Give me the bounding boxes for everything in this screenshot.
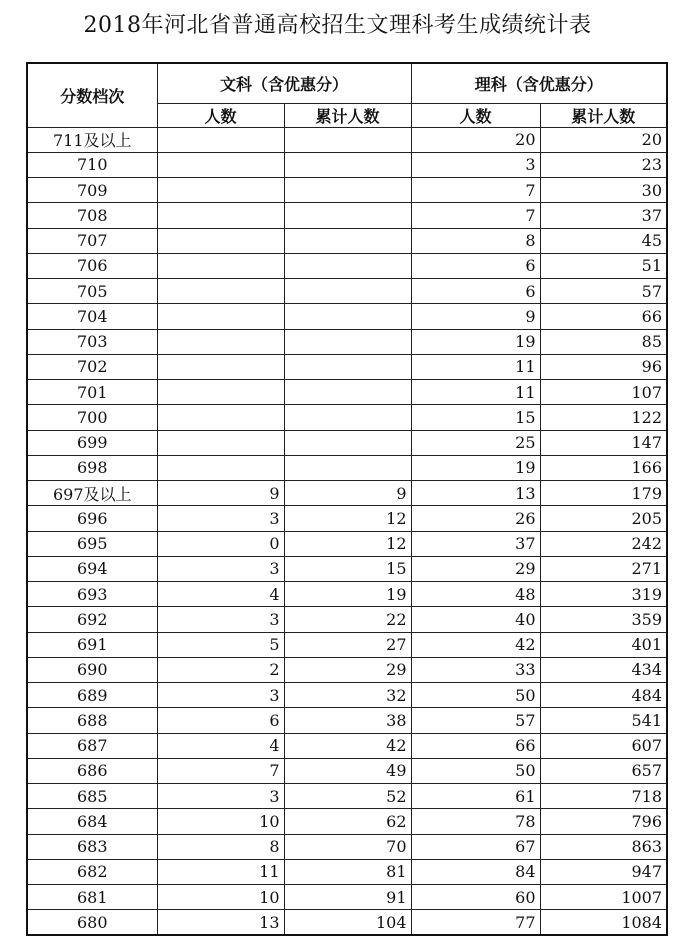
liberal-arts-count-cell xyxy=(157,203,284,228)
liberal-arts-count-cell: 8 xyxy=(157,834,284,859)
liberal-arts-cumulative-cell: 49 xyxy=(284,758,411,783)
science-count-cell: 33 xyxy=(411,657,540,682)
table-row xyxy=(27,481,667,506)
liberal-arts-cumulative-cell xyxy=(284,430,411,455)
score-cell: 682 xyxy=(27,859,157,884)
science-count-cell: 19 xyxy=(411,455,540,480)
score-cell: 681 xyxy=(27,885,157,910)
table-row xyxy=(27,910,667,935)
liberal-arts-cumulative-cell: 12 xyxy=(284,531,411,556)
table-row xyxy=(27,733,667,758)
table-row xyxy=(27,582,667,607)
science-count-cell: 57 xyxy=(411,708,540,733)
liberal-arts-cumulative-cell xyxy=(284,152,411,177)
liberal-arts-count-cell: 4 xyxy=(157,733,284,758)
table-row xyxy=(27,506,667,531)
liberal-arts-cumulative-cell: 62 xyxy=(284,809,411,834)
table-row xyxy=(27,859,667,884)
science-cumulative-cell: 166 xyxy=(540,455,667,480)
liberal-arts-cumulative-cell: 104 xyxy=(284,910,411,935)
table-row xyxy=(27,228,667,253)
liberal-arts-count-cell: 3 xyxy=(157,506,284,531)
liberal-arts-cumulative-cell xyxy=(284,203,411,228)
liberal-arts-count-cell xyxy=(157,178,284,203)
liberal-arts-count-cell: 10 xyxy=(157,809,284,834)
liberal-arts-cumulative-cell xyxy=(284,380,411,405)
science-count-cell: 7 xyxy=(411,203,540,228)
science-count-cell: 20 xyxy=(411,127,540,152)
score-cell: 711及以上 xyxy=(27,127,157,152)
science-cumulative-cell: 57 xyxy=(540,279,667,304)
score-cell: 698 xyxy=(27,455,157,480)
liberal-arts-cumulative-cell: 12 xyxy=(284,506,411,531)
liberal-arts-cumulative-cell: 15 xyxy=(284,556,411,581)
table-row xyxy=(27,455,667,480)
science-count-cell: 8 xyxy=(411,228,540,253)
table-row xyxy=(27,556,667,581)
science-cumulative-cell: 434 xyxy=(540,657,667,682)
liberal-arts-cumulative-cell: 52 xyxy=(284,784,411,809)
liberal-arts-count-cell: 3 xyxy=(157,556,284,581)
score-cell: 700 xyxy=(27,405,157,430)
liberal-arts-cumulative-cell: 19 xyxy=(284,582,411,607)
table-row xyxy=(27,784,667,809)
liberal-arts-cumulative-cell xyxy=(284,228,411,253)
liberal-arts-cumulative-cell xyxy=(284,354,411,379)
liberal-arts-count-cell xyxy=(157,380,284,405)
score-cell: 688 xyxy=(27,708,157,733)
liberal-arts-count-cell: 3 xyxy=(157,784,284,809)
score-cell: 703 xyxy=(27,329,157,354)
science-cumulative-cell: 1007 xyxy=(540,885,667,910)
score-cell: 687 xyxy=(27,733,157,758)
science-cumulative-cell: 484 xyxy=(540,683,667,708)
science-cumulative-cell: 947 xyxy=(540,859,667,884)
liberal-arts-count-cell: 3 xyxy=(157,607,284,632)
table-row xyxy=(27,178,667,203)
liberal-arts-cumulative-cell: 42 xyxy=(284,733,411,758)
table-row xyxy=(27,758,667,783)
score-cell: 691 xyxy=(27,632,157,657)
table-row xyxy=(27,657,667,682)
liberal-arts-count-cell xyxy=(157,354,284,379)
liberal-arts-cumulative-cell xyxy=(284,279,411,304)
table-row xyxy=(27,279,667,304)
science-cumulative-header: 累计人数 xyxy=(540,103,667,127)
science-cumulative-cell: 359 xyxy=(540,607,667,632)
table-row xyxy=(27,405,667,430)
science-cumulative-cell: 319 xyxy=(540,582,667,607)
liberal-arts-count-cell: 3 xyxy=(157,683,284,708)
liberal-arts-cumulative-cell xyxy=(284,329,411,354)
score-cell: 694 xyxy=(27,556,157,581)
science-cumulative-cell: 242 xyxy=(540,531,667,556)
liberal-arts-cumulative-cell: 38 xyxy=(284,708,411,733)
science-count-cell: 78 xyxy=(411,809,540,834)
score-cell: 685 xyxy=(27,784,157,809)
table-row xyxy=(27,304,667,329)
liberal-arts-cumulative-cell xyxy=(284,127,411,152)
science-cumulative-cell: 607 xyxy=(540,733,667,758)
liberal-arts-count-cell: 10 xyxy=(157,885,284,910)
table-row xyxy=(27,203,667,228)
science-count-cell: 37 xyxy=(411,531,540,556)
liberal-arts-cumulative-cell xyxy=(284,405,411,430)
table-row xyxy=(27,329,667,354)
science-cumulative-cell: 401 xyxy=(540,632,667,657)
liberal-arts-count-cell: 11 xyxy=(157,859,284,884)
table-row xyxy=(27,354,667,379)
science-cumulative-cell: 271 xyxy=(540,556,667,581)
liberal-arts-cumulative-cell xyxy=(284,178,411,203)
score-band-header: 分数档次 xyxy=(27,63,157,127)
liberal-arts-count-header: 人数 xyxy=(157,103,284,127)
score-cell: 702 xyxy=(27,354,157,379)
liberal-arts-count-cell: 6 xyxy=(157,708,284,733)
score-cell: 709 xyxy=(27,178,157,203)
table-row xyxy=(27,531,667,556)
science-count-cell: 9 xyxy=(411,304,540,329)
liberal-arts-count-cell xyxy=(157,430,284,455)
score-cell: 684 xyxy=(27,809,157,834)
liberal-arts-count-cell xyxy=(157,455,284,480)
science-count-cell: 11 xyxy=(411,354,540,379)
score-cell: 692 xyxy=(27,607,157,632)
table-row xyxy=(27,834,667,859)
table-row xyxy=(27,380,667,405)
table-row xyxy=(27,607,667,632)
liberal-arts-count-cell: 2 xyxy=(157,657,284,682)
score-cell: 708 xyxy=(27,203,157,228)
liberal-arts-header: 文科（含优惠分） xyxy=(157,63,411,103)
table-row xyxy=(27,152,667,177)
science-count-cell: 7 xyxy=(411,178,540,203)
score-cell: 701 xyxy=(27,380,157,405)
score-cell: 705 xyxy=(27,279,157,304)
score-cell: 706 xyxy=(27,253,157,278)
science-count-header: 人数 xyxy=(411,103,540,127)
science-count-cell: 11 xyxy=(411,380,540,405)
science-cumulative-cell: 205 xyxy=(540,506,667,531)
science-cumulative-cell: 147 xyxy=(540,430,667,455)
science-count-cell: 26 xyxy=(411,506,540,531)
science-cumulative-cell: 863 xyxy=(540,834,667,859)
liberal-arts-count-cell: 0 xyxy=(157,531,284,556)
liberal-arts-count-cell xyxy=(157,329,284,354)
science-cumulative-cell: 107 xyxy=(540,380,667,405)
science-cumulative-cell: 541 xyxy=(540,708,667,733)
score-cell: 699 xyxy=(27,430,157,455)
science-count-cell: 19 xyxy=(411,329,540,354)
science-cumulative-cell: 796 xyxy=(540,809,667,834)
table-body xyxy=(27,127,667,935)
science-count-cell: 66 xyxy=(411,733,540,758)
liberal-arts-cumulative-header: 累计人数 xyxy=(284,103,411,127)
science-cumulative-cell: 179 xyxy=(540,481,667,506)
science-count-cell: 84 xyxy=(411,859,540,884)
score-cell: 696 xyxy=(27,506,157,531)
table-row xyxy=(27,127,667,152)
liberal-arts-count-cell xyxy=(157,228,284,253)
score-cell: 690 xyxy=(27,657,157,682)
liberal-arts-count-cell xyxy=(157,405,284,430)
liberal-arts-count-cell xyxy=(157,279,284,304)
science-cumulative-cell: 122 xyxy=(540,405,667,430)
table-row xyxy=(27,708,667,733)
science-count-cell: 29 xyxy=(411,556,540,581)
liberal-arts-count-cell xyxy=(157,304,284,329)
science-count-cell: 50 xyxy=(411,758,540,783)
science-count-cell: 77 xyxy=(411,910,540,935)
science-count-cell: 15 xyxy=(411,405,540,430)
score-cell: 693 xyxy=(27,582,157,607)
science-cumulative-cell: 20 xyxy=(540,127,667,152)
liberal-arts-cumulative-cell: 22 xyxy=(284,607,411,632)
science-cumulative-cell: 37 xyxy=(540,203,667,228)
table-row xyxy=(27,632,667,657)
liberal-arts-count-cell xyxy=(157,152,284,177)
liberal-arts-count-cell: 4 xyxy=(157,582,284,607)
score-cell: 683 xyxy=(27,834,157,859)
liberal-arts-count-cell: 5 xyxy=(157,632,284,657)
liberal-arts-cumulative-cell: 29 xyxy=(284,657,411,682)
liberal-arts-cumulative-cell: 32 xyxy=(284,683,411,708)
table-row xyxy=(27,809,667,834)
science-cumulative-cell: 51 xyxy=(540,253,667,278)
score-cell: 704 xyxy=(27,304,157,329)
score-cell: 686 xyxy=(27,758,157,783)
science-count-cell: 60 xyxy=(411,885,540,910)
liberal-arts-cumulative-cell: 81 xyxy=(284,859,411,884)
liberal-arts-cumulative-cell xyxy=(284,304,411,329)
liberal-arts-count-cell: 7 xyxy=(157,758,284,783)
liberal-arts-cumulative-cell: 70 xyxy=(284,834,411,859)
liberal-arts-cumulative-cell: 27 xyxy=(284,632,411,657)
score-cell: 697及以上 xyxy=(27,481,157,506)
science-count-cell: 25 xyxy=(411,430,540,455)
liberal-arts-cumulative-cell xyxy=(284,253,411,278)
science-cumulative-cell: 1084 xyxy=(540,910,667,935)
science-count-cell: 67 xyxy=(411,834,540,859)
science-cumulative-cell: 85 xyxy=(540,329,667,354)
table-row xyxy=(27,683,667,708)
score-cell: 707 xyxy=(27,228,157,253)
score-cell: 695 xyxy=(27,531,157,556)
science-count-cell: 48 xyxy=(411,582,540,607)
science-cumulative-cell: 657 xyxy=(540,758,667,783)
table-row xyxy=(27,430,667,455)
science-cumulative-cell: 23 xyxy=(540,152,667,177)
table-row xyxy=(27,885,667,910)
score-statistics-table xyxy=(26,62,668,936)
table-row xyxy=(27,253,667,278)
science-cumulative-cell: 45 xyxy=(540,228,667,253)
science-count-cell: 3 xyxy=(411,152,540,177)
science-cumulative-cell: 66 xyxy=(540,304,667,329)
science-cumulative-cell: 718 xyxy=(540,784,667,809)
score-cell: 710 xyxy=(27,152,157,177)
science-cumulative-cell: 30 xyxy=(540,178,667,203)
liberal-arts-count-cell: 9 xyxy=(157,481,284,506)
liberal-arts-cumulative-cell: 91 xyxy=(284,885,411,910)
liberal-arts-count-cell: 13 xyxy=(157,910,284,935)
liberal-arts-count-cell xyxy=(157,127,284,152)
document-title: 2018年河北省普通高校招生文理科考生成绩统计表 xyxy=(83,13,592,38)
science-count-cell: 50 xyxy=(411,683,540,708)
science-cumulative-cell: 96 xyxy=(540,354,667,379)
science-count-cell: 6 xyxy=(411,253,540,278)
science-count-cell: 6 xyxy=(411,279,540,304)
score-cell: 689 xyxy=(27,683,157,708)
liberal-arts-cumulative-cell: 9 xyxy=(284,481,411,506)
science-count-cell: 13 xyxy=(411,481,540,506)
science-count-cell: 61 xyxy=(411,784,540,809)
science-count-cell: 40 xyxy=(411,607,540,632)
liberal-arts-count-cell xyxy=(157,253,284,278)
liberal-arts-cumulative-cell xyxy=(284,455,411,480)
science-header: 理科（含优惠分） xyxy=(411,63,667,103)
science-count-cell: 42 xyxy=(411,632,540,657)
score-cell: 680 xyxy=(27,910,157,935)
